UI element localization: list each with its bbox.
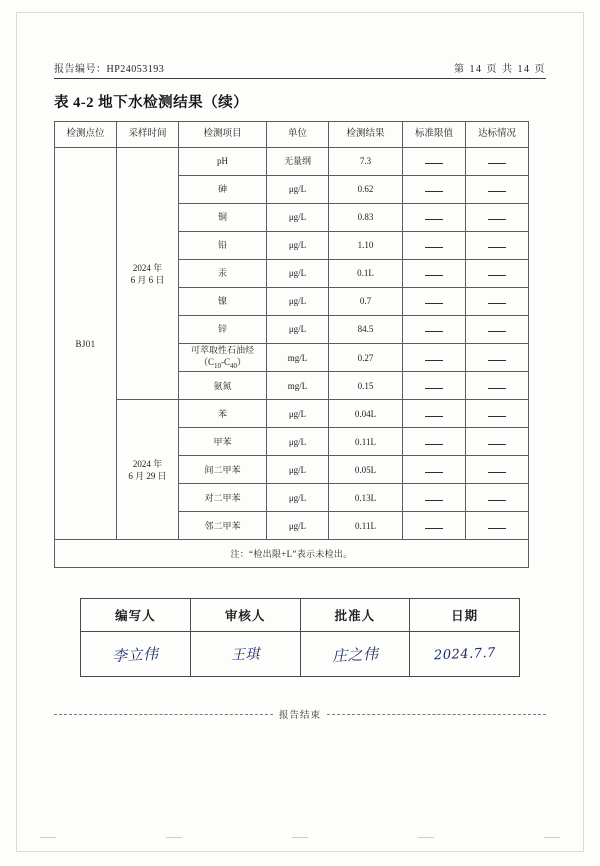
- dash-mark: [488, 410, 506, 417]
- end-rule-left: [54, 714, 273, 715]
- col-header-result: 检测结果: [329, 122, 403, 148]
- col-header-unit: 单位: [267, 122, 329, 148]
- signature-value-row: [81, 632, 520, 677]
- col-header-item: 检测项目: [179, 122, 267, 148]
- page-content: [54, 60, 546, 721]
- signature-approver: [300, 632, 410, 677]
- cell-unit: mg/L: [267, 372, 329, 400]
- cell-result: 0.11L: [329, 428, 403, 456]
- dash-mark: [425, 213, 443, 220]
- cell-unit: 无量纲: [267, 148, 329, 176]
- cell-limit: [403, 484, 466, 512]
- sign-header-reviewer: 审核人: [190, 599, 300, 632]
- cell-compliance: [466, 288, 529, 316]
- dash-mark: [488, 522, 506, 529]
- cell-test-item: 间二甲苯: [179, 456, 267, 484]
- cell-test-item: 铜: [179, 204, 267, 232]
- cell-unit: μg/L: [267, 232, 329, 260]
- groundwater-results-table: [54, 121, 529, 568]
- signature-writer-text: 李立伟: [111, 644, 160, 666]
- cell-test-item: 氨氮: [179, 372, 267, 400]
- table-row: [55, 400, 529, 428]
- dash-mark: [488, 213, 506, 220]
- dash-mark: [425, 157, 443, 164]
- cell-compliance: [466, 148, 529, 176]
- col-header-compliance: 达标情况: [466, 122, 529, 148]
- cell-unit: μg/L: [267, 288, 329, 316]
- signature-approver-text: 庄之伟: [331, 644, 379, 666]
- cell-compliance: [466, 484, 529, 512]
- cell-result: 0.27: [329, 344, 403, 372]
- cell-limit: [403, 204, 466, 232]
- dash-mark: [488, 438, 506, 445]
- signature-reviewer-text: 王琪: [230, 646, 260, 664]
- signature-table: [80, 598, 520, 677]
- cell-test-item: 铅: [179, 232, 267, 260]
- dash-mark: [488, 185, 506, 192]
- cell-unit: μg/L: [267, 512, 329, 540]
- cell-compliance: [466, 456, 529, 484]
- signature-writer: [81, 632, 191, 677]
- sign-header-date: 日期: [410, 599, 520, 632]
- cell-limit: [403, 372, 466, 400]
- cell-unit: μg/L: [267, 400, 329, 428]
- dash-mark: [425, 269, 443, 276]
- cell-test-item: 苯: [179, 400, 267, 428]
- dash-mark: [425, 382, 443, 389]
- cell-compliance: [466, 372, 529, 400]
- dash-mark: [488, 325, 506, 332]
- cell-unit: μg/L: [267, 484, 329, 512]
- cell-result: 0.1L: [329, 260, 403, 288]
- col-header-limit: 标准限值: [403, 122, 466, 148]
- dash-mark: [488, 466, 506, 473]
- cell-compliance: [466, 512, 529, 540]
- col-header-point: 检测点位: [55, 122, 117, 148]
- cell-limit: [403, 148, 466, 176]
- dash-mark: [425, 354, 443, 361]
- cell-limit: [403, 232, 466, 260]
- dash-mark: [425, 466, 443, 473]
- cell-compliance: [466, 176, 529, 204]
- signature-date-text: 2024.7.7: [433, 646, 496, 664]
- report-number: 报告编号：HP24053193: [54, 64, 165, 75]
- col-header-time: 采样时间: [117, 122, 179, 148]
- cell-result: 0.05L: [329, 456, 403, 484]
- cell-monitoring-point: BJ01: [55, 148, 117, 540]
- cell-unit: μg/L: [267, 176, 329, 204]
- dash-mark: [425, 522, 443, 529]
- dash-mark: [425, 494, 443, 501]
- cell-result: 0.13L: [329, 484, 403, 512]
- cell-result: 1.10: [329, 232, 403, 260]
- dash-mark: [488, 269, 506, 276]
- cell-limit: [403, 512, 466, 540]
- cell-unit: μg/L: [267, 316, 329, 344]
- end-of-report-label: 报告结束: [279, 711, 322, 722]
- cell-result: 0.11L: [329, 512, 403, 540]
- cell-sampling-time: 2024 年 6 月 29 日: [117, 400, 179, 540]
- cell-unit: μg/L: [267, 456, 329, 484]
- cell-result: 7.3: [329, 148, 403, 176]
- cell-test-item: 对二甲苯: [179, 484, 267, 512]
- end-of-report: [54, 707, 546, 721]
- cell-test-item: 汞: [179, 260, 267, 288]
- dash-mark: [425, 297, 443, 304]
- table-row: [55, 148, 529, 176]
- cell-unit: μg/L: [267, 204, 329, 232]
- signature-header-row: [81, 599, 520, 632]
- cell-compliance: [466, 316, 529, 344]
- cell-sampling-time: 2024 年 6 月 6 日: [117, 148, 179, 400]
- cell-result: 0.62: [329, 176, 403, 204]
- cell-compliance: [466, 400, 529, 428]
- dash-mark: [425, 410, 443, 417]
- cell-limit: [403, 316, 466, 344]
- table-note-row: [55, 540, 529, 568]
- scan-bottom-ticks: [16, 837, 584, 838]
- cell-test-item: pH: [179, 148, 267, 176]
- cell-test-item: 邻二甲苯: [179, 512, 267, 540]
- document-header: [54, 60, 546, 79]
- dash-mark: [488, 494, 506, 501]
- dash-mark: [425, 438, 443, 445]
- cell-unit: μg/L: [267, 260, 329, 288]
- page-number: 第 14 页 共 14 页: [454, 64, 546, 75]
- cell-limit: [403, 456, 466, 484]
- cell-result: 0.15: [329, 372, 403, 400]
- cell-compliance: [466, 232, 529, 260]
- cell-limit: [403, 260, 466, 288]
- cell-compliance: [466, 204, 529, 232]
- cell-result: 0.7: [329, 288, 403, 316]
- cell-limit: [403, 344, 466, 372]
- cell-test-item: 砷: [179, 176, 267, 204]
- dash-mark: [488, 354, 506, 361]
- signature-reviewer: [190, 632, 300, 677]
- dash-mark: [425, 241, 443, 248]
- cell-compliance: [466, 428, 529, 456]
- table-body: [55, 148, 529, 540]
- cell-limit: [403, 288, 466, 316]
- dash-mark: [425, 185, 443, 192]
- sign-header-approver: 批准人: [300, 599, 410, 632]
- table-note: 注：“检出限+L”表示未检出。: [55, 540, 529, 568]
- dash-mark: [488, 297, 506, 304]
- cell-test-item: 甲苯: [179, 428, 267, 456]
- cell-limit: [403, 400, 466, 428]
- dash-mark: [488, 382, 506, 389]
- cell-unit: μg/L: [267, 428, 329, 456]
- cell-limit: [403, 428, 466, 456]
- sign-header-writer: 编写人: [81, 599, 191, 632]
- cell-result: 0.83: [329, 204, 403, 232]
- end-rule-right: [327, 714, 546, 715]
- cell-compliance: [466, 344, 529, 372]
- dash-mark: [488, 157, 506, 164]
- table-header-row: [55, 122, 529, 148]
- cell-limit: [403, 176, 466, 204]
- cell-test-item: 镍: [179, 288, 267, 316]
- cell-test-item: 锌: [179, 316, 267, 344]
- cell-test-item: 可萃取性石油烃 $(C_{10}-C_{40})$: [179, 344, 267, 372]
- signature-date: [410, 632, 520, 677]
- dash-mark: [488, 241, 506, 248]
- page-title: 表 4-2 地下水检测结果（续）: [54, 95, 249, 111]
- cell-result: 0.04L: [329, 400, 403, 428]
- cell-unit: mg/L: [267, 344, 329, 372]
- cell-compliance: [466, 260, 529, 288]
- cell-result: 84.5: [329, 316, 403, 344]
- dash-mark: [425, 325, 443, 332]
